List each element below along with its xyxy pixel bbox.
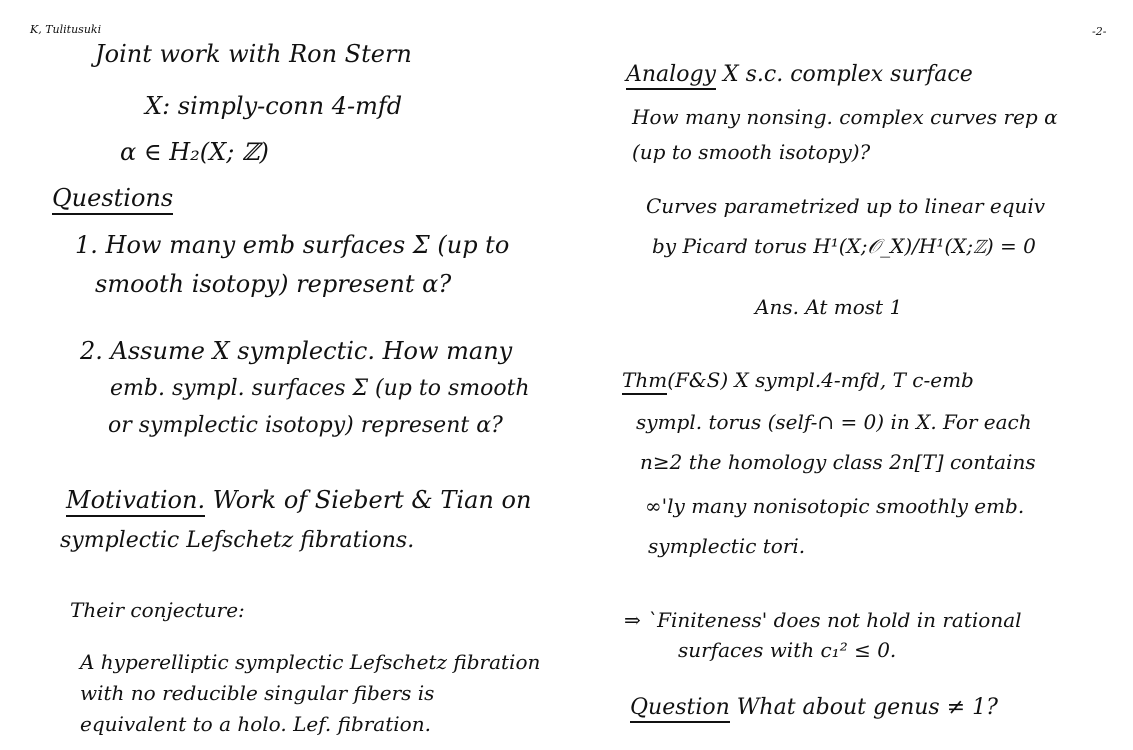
- analogy-question-line-1: How many nonsing. complex curves rep α: [632, 105, 1058, 129]
- theorem-line-5: symplectic tori.: [648, 534, 806, 558]
- motivation-line-2: symplectic Lefschetz fibrations.: [60, 528, 415, 553]
- motivation-label: Motivation.: [66, 486, 205, 517]
- question-1-line-2: smooth isotopy) represent α?: [95, 270, 452, 298]
- questions-heading: Questions: [52, 186, 173, 210]
- question-2-line-3: or symplectic isotopy) represent α?: [108, 413, 503, 438]
- answer-line: Ans. At most 1: [755, 295, 903, 319]
- finiteness-line-2: surfaces with c₁² ≤ 0.: [678, 638, 897, 662]
- analogy-question-line-2: (up to smooth isotopy)?: [632, 140, 871, 164]
- author-note: K, Tulitusuki: [30, 23, 102, 36]
- question-2-line-1: 2. Assume X symplectic. How many: [80, 337, 513, 365]
- conjecture-line-1: A hyperelliptic symplectic Lefschetz fibration: [80, 650, 541, 674]
- page-number: -2-: [1092, 25, 1107, 38]
- question-label: Question: [630, 695, 730, 723]
- theorem-line-2: sympl. torus (self-∩ = 0) in X. For each: [636, 410, 1032, 434]
- theorem-line-1: Thm(F&S) X sympl.4-mfd, T c-emb: [622, 370, 974, 390]
- analogy-label: Analogy: [626, 62, 716, 90]
- conjecture-line-3: equivalent to a holo. Lef. fibration.: [80, 712, 431, 736]
- homology-class: α ∈ H₂(X; ℤ): [120, 138, 269, 166]
- joint-work-line: Joint work with Ron Stern: [95, 40, 412, 68]
- finiteness-line-1: ⇒ `Finiteness' does not hold in rational: [624, 608, 1022, 632]
- manifold-definition: X: simply-conn 4-mfd: [145, 92, 403, 120]
- curves-line-1: Curves parametrized up to linear equiv: [646, 194, 1046, 218]
- motivation-line-1: Motivation. Work of Siebert & Tian on: [66, 488, 531, 512]
- conjecture-heading: Their conjecture:: [70, 598, 245, 622]
- analogy-line: Analogy X s.c. complex surface: [626, 64, 973, 86]
- question-1-line-1: 1. How many emb surfaces Σ (up to: [75, 231, 510, 259]
- picard-torus-line: by Picard torus H¹(X;𝒪_X)/H¹(X;ℤ) = 0: [652, 234, 1036, 258]
- theorem-label: Thm: [622, 368, 667, 395]
- conjecture-line-2: with no reducible singular fibers is: [80, 681, 435, 705]
- theorem-line-4: ∞'ly many nonisotopic smoothly emb.: [645, 494, 1025, 518]
- question-2-line-2: emb. sympl. surfaces Σ (up to smooth: [110, 376, 530, 401]
- question-genus-line: Question What about genus ≠ 1?: [630, 697, 998, 719]
- theorem-line-3: n≥2 the homology class 2n[T] contains: [640, 450, 1036, 474]
